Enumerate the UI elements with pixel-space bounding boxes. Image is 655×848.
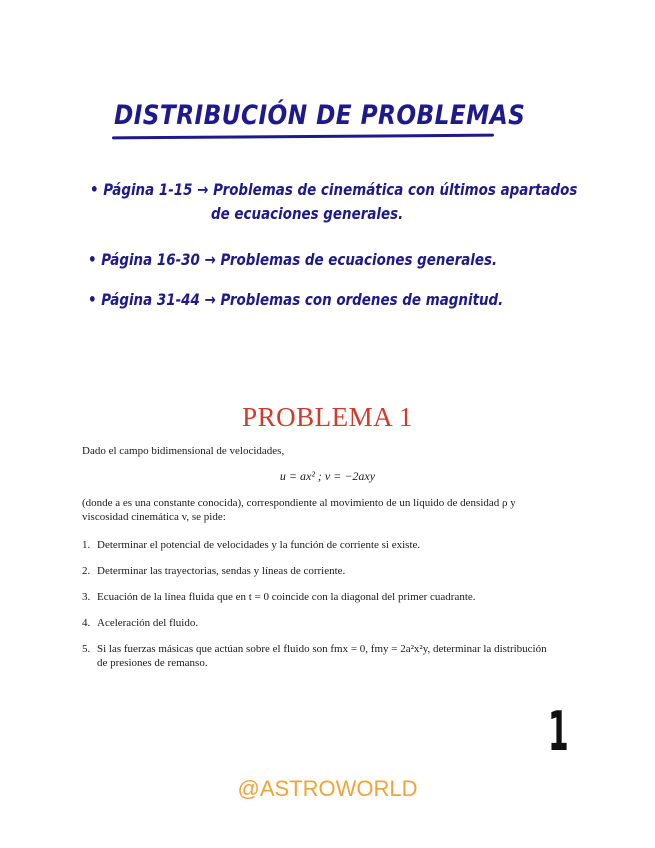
question-item xyxy=(82,642,552,670)
problem-intro: Dado el campo bidimensional de velocidades, xyxy=(82,445,285,457)
question-number: 5. xyxy=(82,643,91,655)
question-number: 2. xyxy=(82,565,91,577)
question-text: Aceleración del fluido. xyxy=(97,617,199,629)
velocity-equation: u = ax² ; v = −2axy xyxy=(279,469,376,483)
question-item xyxy=(82,538,552,552)
distribution-item-1-continuation: de ecuaciones generales. xyxy=(211,204,404,223)
question-item xyxy=(82,564,552,578)
question-item xyxy=(82,616,552,630)
handwritten-title: DISTRIBUCIÓN DE PROBLEMAS xyxy=(114,100,526,131)
question-number: 4. xyxy=(82,617,91,629)
question-text: Determinar las trayectorias, sendas y líneas de corriente. xyxy=(97,565,346,577)
question-text: Determinar el potencial de velocidades y la función de corriente si existe. xyxy=(97,539,421,551)
watermark: @ASTROWORLD xyxy=(237,776,418,801)
distribution-item-2: • Página 16-30 → Problemas de ecuaciones generales. xyxy=(88,250,498,269)
problem-conditions: (donde a es una constante conocida), correspondiente al movimiento de un líquido de densidad ρ y viscosidad cinemática v, se pide: xyxy=(82,497,516,523)
question-item xyxy=(82,590,552,604)
page-number: 1 xyxy=(548,700,569,763)
title-underline xyxy=(112,134,494,140)
distribution-item-1: • Página 1-15 → Problemas de cinemática con últimos apartados xyxy=(90,180,578,199)
problem-title: PROBLEMA 1 xyxy=(242,402,413,432)
question-text: Ecuación de la línea fluida que en t = 0 coincide con la diagonal del primer cuadrante. xyxy=(97,591,476,603)
distribution-item-3: • Página 31-44 → Problemas con ordenes de magnitud. xyxy=(88,290,504,309)
question-text: Si las fuerzas másicas que actúan sobre el fluido son fmx = 0, fmy = 2a²x²y, determinar la distribución de presiones de remanso. xyxy=(97,643,547,669)
question-number: 1. xyxy=(82,539,91,551)
question-number: 3. xyxy=(82,591,91,603)
